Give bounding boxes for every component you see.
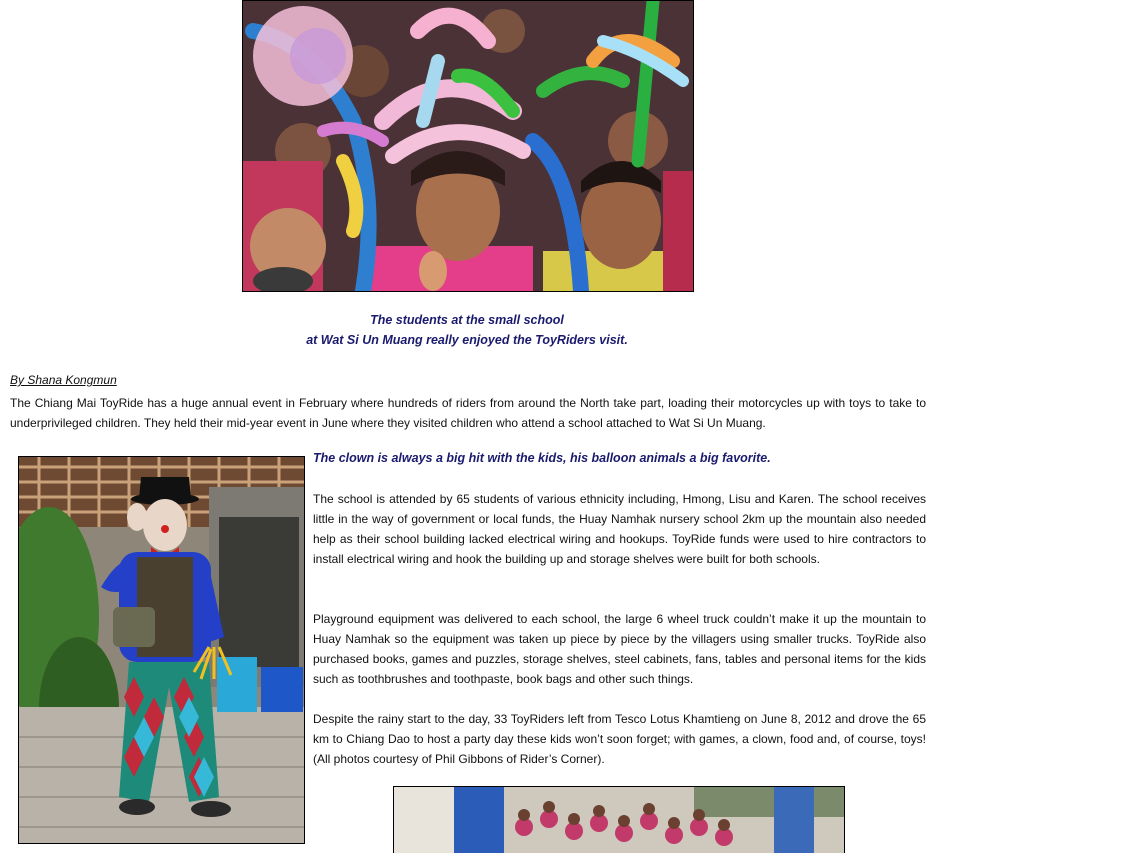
photo-caption-line-2: at Wat Si Un Muang really enjoyed the ToyRiders visit. — [306, 333, 628, 347]
photo-party-crowd — [393, 786, 845, 853]
article-paragraph: Playground equipment was delivered to each school, the large 6 wheel truck couldn’t make it up the mountain to Huay Namhak so the equipment was taken up piece by piece by the villagers using smaller trucks. ToyRide also purchased books, games and puzzles, storage shelves, steel cabinets, fans, tables and personal items for the kids such as toothbrushes and toothpaste, book bags and other such things. — [313, 612, 926, 686]
article-paragraph: The school is attended by 65 students of various ethnicity including, Hmong, Lisu and Karen. The school receives little in the way of government or local funds, the Huay Namhak nursery school 2km up the mountain also needed help as their school building lacked electrical wiring and hookups. ToyRide funds were used to hire contractors to install electrical wiring and hook the building up and storage shelves were built for both schools. — [313, 492, 926, 566]
photo-caption-line-1: The students at the small school — [370, 313, 564, 327]
article-paragraph: Despite the rainy start to the day, 33 ToyRiders left from Tesco Lotus Khamtieng on June 8, 2012 and drove the 65 km to Chiang Dao to host a party day these kids won’t soon forget; with games, a clown, food and, of course, toys! (All photos courtesy of Phil Gibbons of Rider’s Corner). — [313, 712, 926, 766]
photo-clown — [18, 456, 305, 844]
article-intro: The Chiang Mai ToyRide has a huge annual event in February where hundreds of riders from around the North take part, loading their motorcycles up with toys to take to underprivileged children. They held their mid-year event in June where they visited children who attend a school attached to Wat Si Un Muang. — [10, 396, 926, 430]
article-byline[interactable]: By Shana Kongmun — [10, 373, 117, 387]
clown-photo-caption: The clown is always a big hit with the kids, his balloon animals a big favorite. — [313, 451, 771, 465]
photo-children-balloons — [242, 0, 694, 292]
